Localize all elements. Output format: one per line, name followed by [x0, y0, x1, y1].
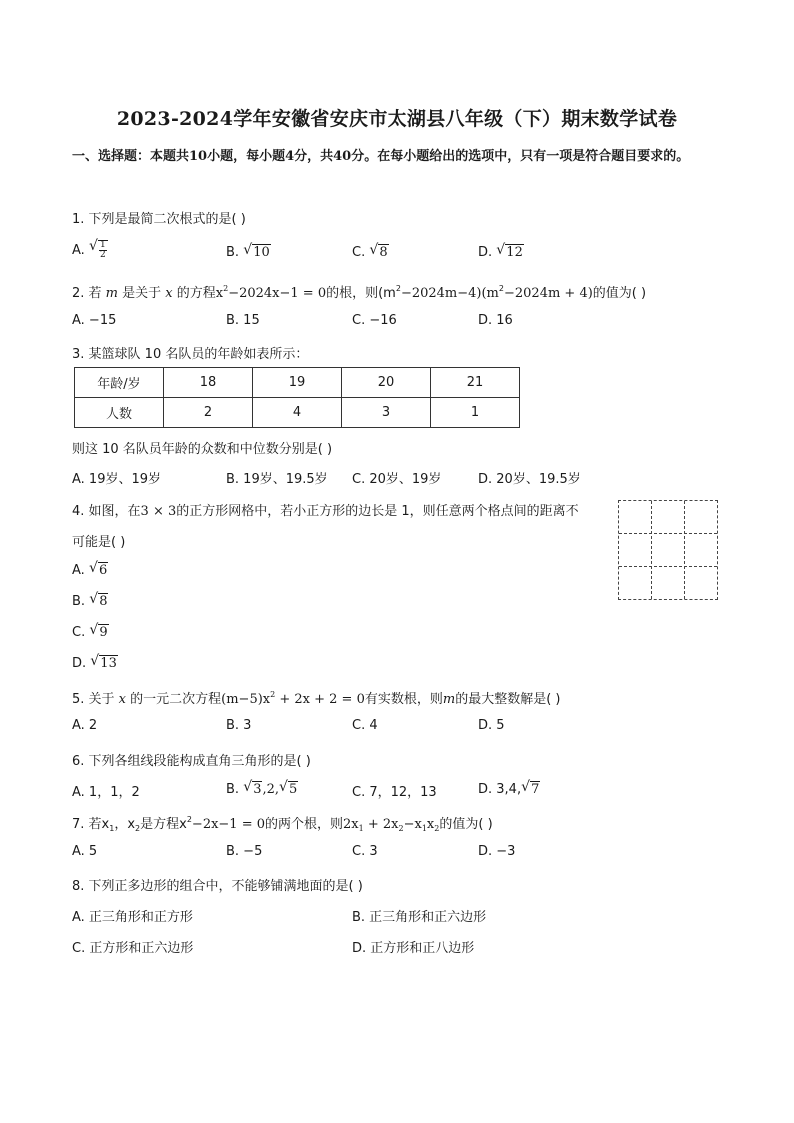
q5-option-a[interactable]: A. 2	[72, 718, 98, 733]
question-8-stem: 8. 下列正多边形的组合中，不能够铺满地面的是( )	[72, 879, 363, 894]
q2-option-d[interactable]: D. 16	[478, 313, 513, 328]
question-1-stem: 1. 下列是最简二次根式的是( )	[72, 212, 246, 227]
q7-option-b[interactable]: B. −5	[226, 844, 263, 859]
q5-option-c[interactable]: C. 4	[352, 718, 378, 733]
question-6-stem: 6. 下列各组线段能构成直角三角形的是( )	[72, 754, 311, 769]
question-3-stem: 3. 某篮球队 10 名队员的年龄如表所示：	[72, 347, 309, 362]
sqrt-sign: √ $\frac{1}{2}$	[88, 238, 106, 260]
q3-option-b[interactable]: B. 19岁、19.5岁	[226, 472, 328, 487]
q8-option-d[interactable]: D. 正方形和正八边形	[352, 941, 475, 956]
q1-option-d[interactable]: D. √ 12	[478, 242, 523, 260]
age-table	[74, 367, 520, 428]
q5-option-b[interactable]: B. 3	[226, 718, 252, 733]
question-2-stem: 2. 若 m 是关于 x 的方程$x^2-2024x-1 = 0$的根，则$(m^2-2024m-4)(m^2-2024m + 4)$的值为( )	[72, 284, 647, 301]
section-heading: 一、选择题：本题共10小题，每小题4分，共40分。在每小题给出的选项中，只有一项是符合题目要求的。	[72, 149, 690, 164]
q5-option-d[interactable]: D. 5	[478, 718, 505, 733]
q3-option-d[interactable]: D. 20岁、19.5岁	[478, 472, 581, 487]
q6-option-b[interactable]: B. √ 3,2, √ 5	[226, 779, 298, 797]
q4-option-c[interactable]: C. √ 9	[72, 622, 108, 640]
q8-option-b[interactable]: B. 正三角形和正六边形	[352, 910, 487, 925]
question-5-stem: 5. 关于 x 的一元二次方程$(m-5)x^2 + 2x + 2 = 0$有实数根，则m的最大整数解是( )	[72, 690, 561, 707]
q6-option-a[interactable]: A. 1，1，2	[72, 785, 140, 800]
table-row: 年龄/岁 18 19 20 21	[75, 368, 520, 398]
q2-option-a[interactable]: A. −15	[72, 313, 117, 328]
q3-option-a[interactable]: A. 19岁、19岁	[72, 472, 162, 487]
q7-option-a[interactable]: A. 5	[72, 844, 98, 859]
q1-option-b[interactable]: B. √ 10	[226, 242, 270, 260]
q3-option-c[interactable]: C. 20岁、19岁	[352, 472, 442, 487]
q8-option-a[interactable]: A. 正三角形和正方形	[72, 910, 193, 925]
question-4-stem-line2: 可能是( )	[72, 535, 126, 550]
q6-option-d[interactable]: D. 3,4, √ 7	[478, 779, 540, 797]
q8-option-c[interactable]: C. 正方形和正六边形	[72, 941, 194, 956]
q6-option-c[interactable]: C. 7，12，13	[352, 785, 437, 800]
table-row: 人数 2 4 3 1	[75, 398, 520, 428]
q4-option-d[interactable]: D. √ 13	[72, 653, 117, 671]
q7-option-d[interactable]: D. −3	[478, 844, 516, 859]
q1-option-c[interactable]: C. √ 8	[352, 242, 388, 260]
question-7-stem: 7. 若$x_1$，$x_2$是方程$x^2-2x-1 = 0$的两个根，则$2x_1 + 2x_2-x_1x_2$的值为( )	[72, 815, 493, 833]
question-4-stem: 4. 如图，在3 × 3的正方形网格中，若小正方形的边长是 1，则任意两个格点间的距离不	[72, 504, 579, 519]
exam-title: 2023-2024学年安徽省安庆市太湖县八年级（下）期末数学试卷	[116, 108, 678, 130]
q2-option-b[interactable]: B. 15	[226, 313, 260, 328]
q4-option-b[interactable]: B. √ 8	[72, 591, 108, 609]
q2-option-c[interactable]: C. −16	[352, 313, 397, 328]
q4-option-a[interactable]: A. √ 6	[72, 560, 108, 578]
question-3-follow: 则这 10 名队员年龄的众数和中位数分别是( )	[72, 442, 333, 457]
grid-figure	[618, 500, 718, 600]
q7-option-c[interactable]: C. 3	[352, 844, 378, 859]
q1-option-a[interactable]: A. √ $\frac{1}{2}$	[72, 238, 106, 260]
